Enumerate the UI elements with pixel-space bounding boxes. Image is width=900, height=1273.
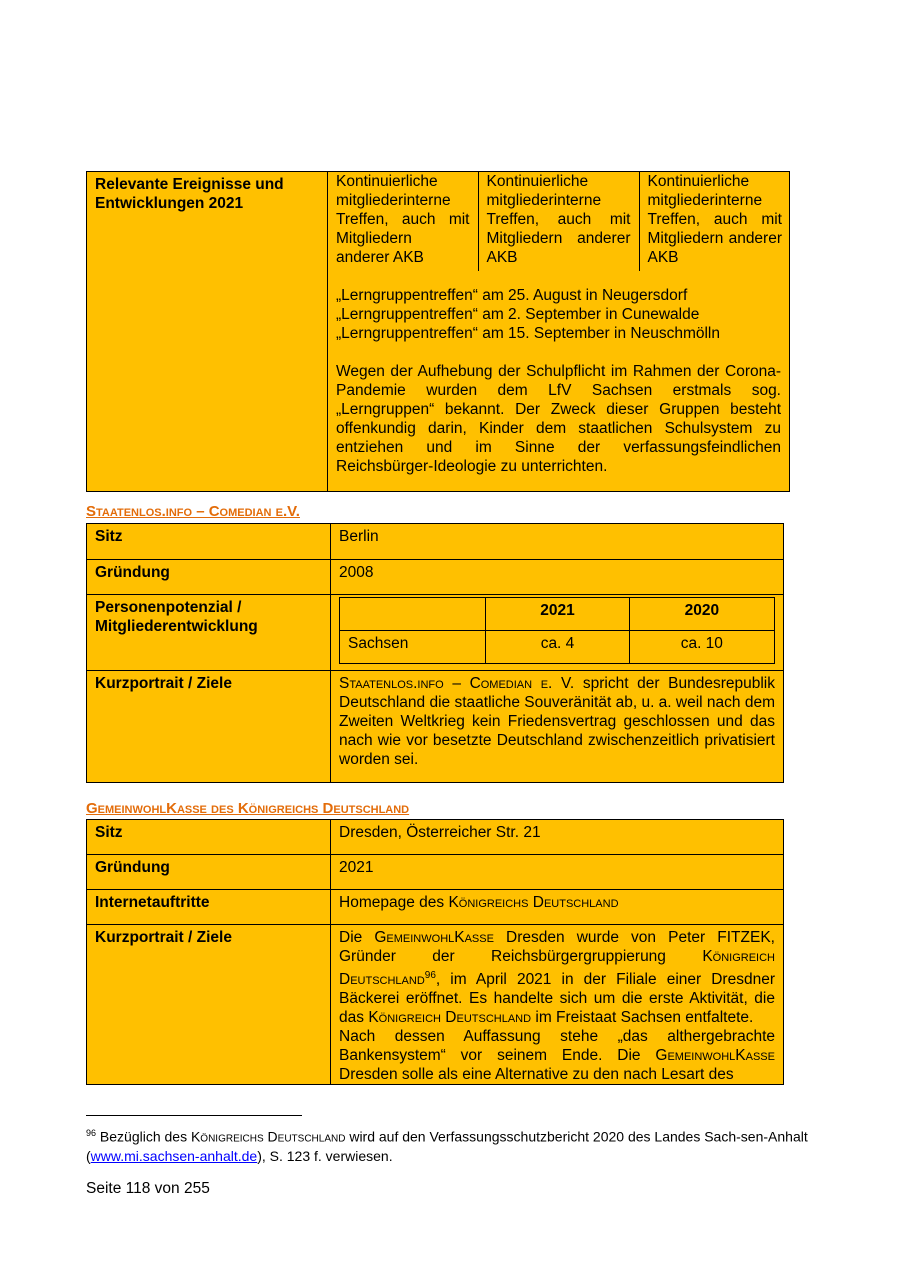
value-2020: ca. 10: [629, 631, 774, 664]
gruendung-value: 2021: [331, 855, 784, 890]
table-row: [87, 172, 790, 492]
gruendung-value: 2008: [331, 560, 784, 595]
gemeinwohlkasse-table: [86, 819, 784, 1085]
gruendung-label: Gründung: [87, 560, 331, 595]
kurzportrait-text: Staatenlos.info – Comedian e. V. spricht der Bundesrepublik Deutschland die staatliche Souveränität ab, u. a. weil nach dem Zweiten Weltkrieg kein Friedensvertrag geschlossen und das nach wie vor besetzte Deutschland zwischenzeitlich privatisiert worden sei.: [331, 671, 784, 783]
footnote-separator: [86, 1115, 302, 1116]
section-heading-gemeinwohlkasse: GemeinwohlKasse des Königreichs Deutschland: [86, 800, 410, 817]
table-row: [87, 925, 784, 1085]
events-text: [328, 271, 789, 491]
personen-label: Personenpotenzial / Mitgliederentwicklung: [87, 595, 331, 671]
internet-value: Homepage des Königreichs Deutschland: [331, 890, 784, 925]
sitz-label: Sitz: [87, 820, 331, 855]
kurzportrait-label: Kurzportrait / Ziele: [87, 671, 331, 783]
year-2021-header: 2021: [486, 598, 629, 631]
kurzportrait-paragraph-2: Nach dessen Auffassung stehe „das althergebrachte Bankensystem“ vor seinem Ende. Die GemeinwohlKasse Dresden solle als eine Alternative zu den nach Lesart des: [339, 1028, 775, 1084]
kurzportrait-text: [331, 925, 784, 1085]
personen-inner-table: [339, 597, 775, 664]
events-label: Relevante Ereignisse und Entwicklungen 2021: [87, 172, 328, 492]
personen-header-empty: [340, 598, 486, 631]
events-table: [86, 171, 790, 492]
table-row: [87, 524, 784, 560]
sitz-value: Berlin: [331, 524, 784, 560]
footnote-ref: 96: [424, 970, 436, 981]
event-item: „Lerngruppentreffen“ am 25. August in Neugersdorf: [336, 287, 688, 304]
year-2020-header: 2020: [629, 598, 774, 631]
footnote-link[interactable]: www.mi.sachsen-anhalt.de: [90, 1147, 258, 1164]
personen-cell: [331, 595, 784, 671]
table-row: [87, 560, 784, 595]
table-row: [87, 820, 784, 855]
internet-label: Internetauftritte: [87, 890, 331, 925]
events-col-1: Kontinuierliche mitgliederinterne Treffen, auch mit Mitgliedern anderer AKB: [328, 172, 478, 271]
kurzportrait-paragraph-1: Die GemeinwohlKasse Dresden wurde von Peter FITZEK, Gründer der Reichsbürgergruppierung Königreich Deutschland$^{96}$, im April 2021 in der Filiale einer Dresdner Bäckerei eröffnet. Es handelte sich um die erste Aktivität, die das Königreich Deutschland im Freistaat Sachsen entfaltete.: [339, 929, 775, 1027]
event-item: „Lerngruppentreffen“ am 15. September in Neuschmölln: [336, 325, 720, 342]
event-item: „Lerngruppentreffen“ am 2. September in Cunewalde: [336, 306, 700, 323]
events-inner-table: [328, 172, 790, 271]
page-number: Seite 118 von 255: [86, 1180, 210, 1197]
value-2021: ca. 4: [486, 631, 629, 664]
staatenlos-table: [86, 523, 784, 783]
org-name: Staatenlos.info – Comedian e. V.: [339, 675, 575, 692]
sitz-label: Sitz: [87, 524, 331, 560]
kurzportrait-label: Kurzportrait / Ziele: [87, 925, 331, 1085]
events-paragraph: Wegen der Aufhebung der Schulpflicht im Rahmen der Corona-Pandemie wurden dem LfV Sachsen erstmals sog. „Lerngruppen“ bekannt. Der Zweck dieser Gruppen besteht offenkundig darin, Kinder dem staatlichen Schulsystem zu entziehen und im Sinne der verfassungsfeindlichen Reichsbürger-Ideologie zu unterrichten.: [336, 363, 781, 475]
section-heading-staatenlos: Staatenlos.info – Comedian e.V.: [86, 503, 300, 520]
footnote-number: 96: [86, 1128, 97, 1138]
gruendung-label: Gründung: [87, 855, 331, 890]
events-content-cell: [328, 172, 790, 492]
table-row: [87, 671, 784, 783]
events-col-3: Kontinuierliche mitgliederinterne Treffen, auch mit Mitgliedern anderer AKB: [647, 173, 782, 266]
table-row: [87, 855, 784, 890]
region-label: Sachsen: [340, 631, 486, 664]
footnote: $^{96}$ Bezüglich des Königreichs Deutschland wird auf den Verfassungsschutzbericht 2020 des Landes Sach-sen-Anhalt (www.mi.sachsen-anhalt.de), S. 123 f. verwiesen.: [86, 1128, 808, 1164]
table-row: [87, 890, 784, 925]
table-row: [87, 595, 784, 671]
events-col-2: Kontinuierliche mitgliederinterne Treffen, auch mit Mitgliedern anderer AKB: [478, 172, 639, 271]
sitz-value: Dresden, Österreicher Str. 21: [331, 820, 784, 855]
